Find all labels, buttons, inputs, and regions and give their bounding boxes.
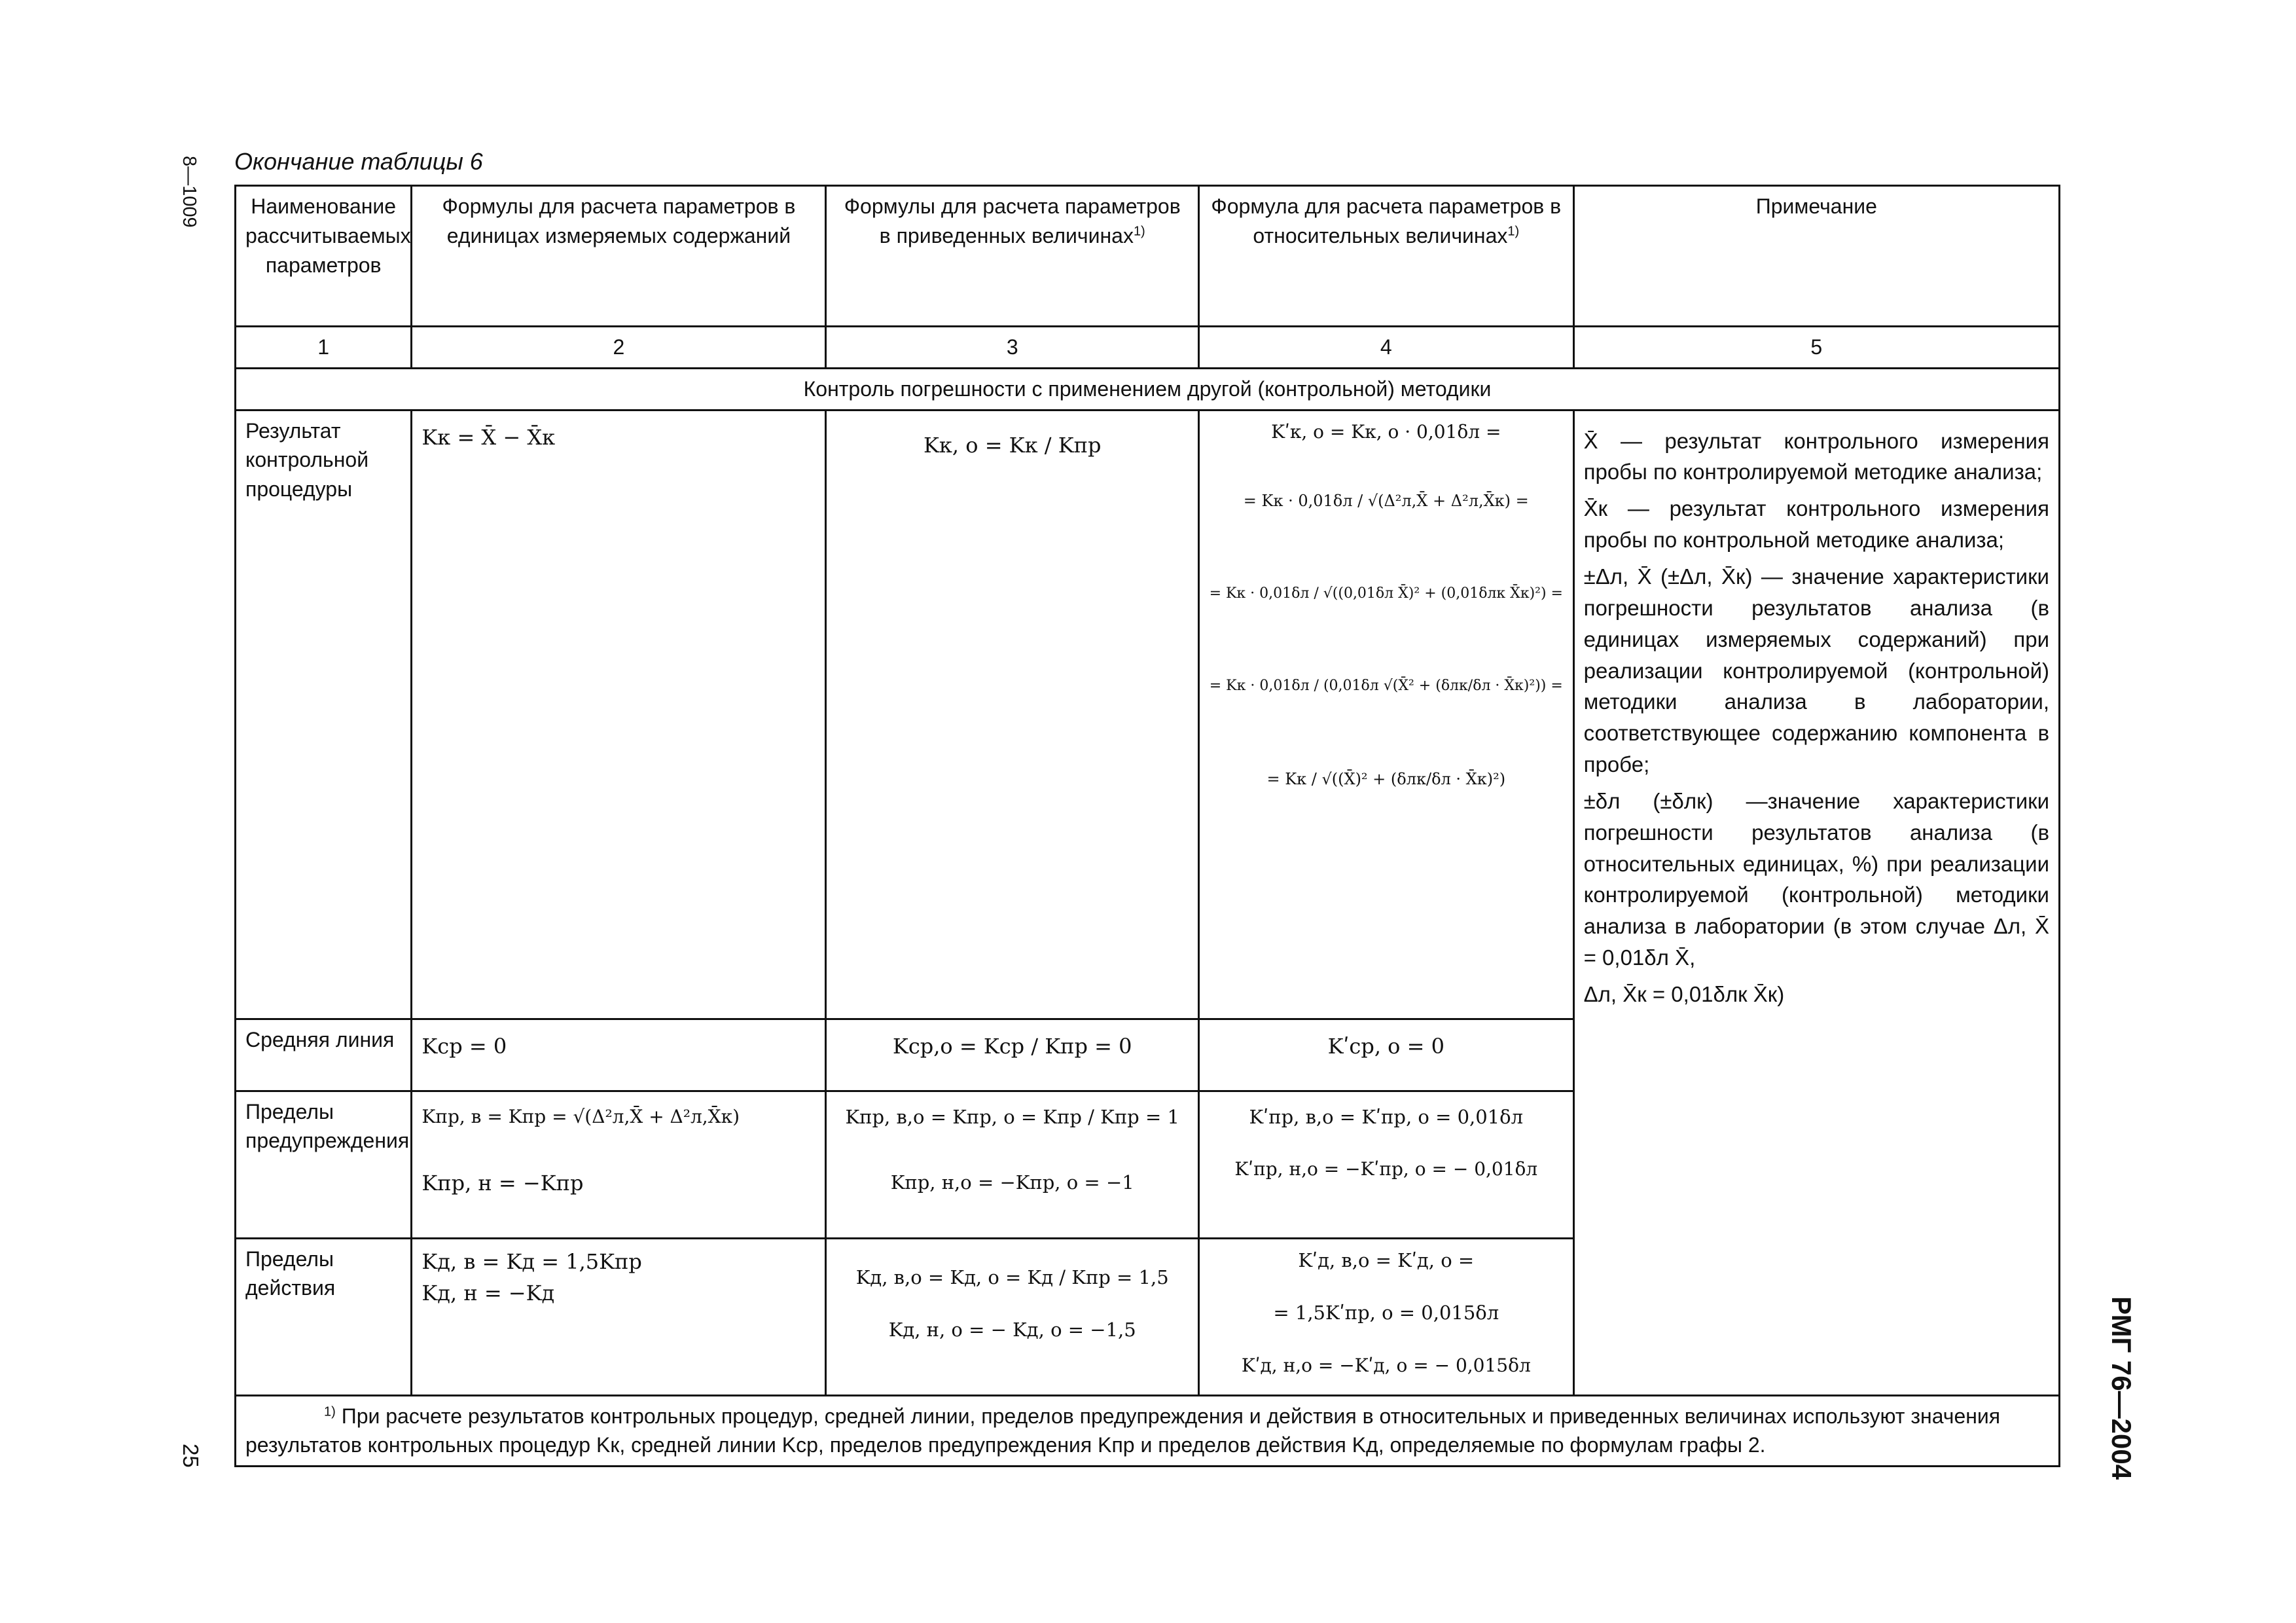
formula: Kʹк, о = Kк, о · 0,01δл = (1271, 420, 1501, 443)
page-number: 25 (179, 1444, 203, 1468)
formula-table (234, 185, 2060, 1467)
note-x-control: X̄к — результат контрольного измерения пробы по контрольной методике анализа; (1583, 496, 2049, 553)
note-delta-formula: Δл, X̄к = 0,01δлк X̄к) (1583, 981, 1785, 1006)
formula: Kд, в,о = Kд, о = Kд / Kпр = 1,5 (855, 1266, 1169, 1288)
column-number: 4 (1198, 327, 1573, 369)
column-number: 1 (236, 327, 412, 369)
table-caption: Окончание таблицы 6 (234, 148, 483, 175)
formula: Kк, о = Kк / Kпр (924, 432, 1102, 458)
footnote-mark: 1) (324, 1404, 336, 1419)
footnote-text: При расчете результатов контрольных процедур, средней линии, пределов предупреждения и действия в относительных и приведенных величинах используют значения результатов контрольных процедур Kк, средней линии Kср, пределов предупреждения Kпр и пределов действия Kд, определяемые по формулам графы 2. (245, 1404, 2001, 1457)
row-name-action-limits: Пределы действия (236, 1238, 412, 1395)
formula: Kср,о = Kср / Kпр = 0 (892, 1033, 1132, 1059)
reduced-formulas (826, 1091, 1198, 1238)
formula: Kд, н = −Kд (422, 1281, 555, 1306)
formula: Kʹд, в,о = Kʹд, о = (1298, 1249, 1475, 1271)
row-name-warning-limits: Пределы предупреждения (236, 1091, 412, 1238)
formula: Kʹпр, н,о = −Kʹпр, о = − 0,01δл (1234, 1158, 1538, 1180)
note-x-mean: X̄ — результат контрольного измерения пробы по контролируемой методике анализа; (1583, 428, 2049, 484)
note-delta-rel: ±δл (±δлк) —значение характеристики погрешности результатов анализа (в относительных единицах, %) при реализации контролируемой (контрольной) методики анализа в лаборатории (в этом случае Δл, X̄ = 0,01δл X̄, (1583, 788, 2049, 970)
standard-designation: РМГ 76—2004 (2106, 1296, 2137, 1480)
relative-formulas (1198, 1091, 1573, 1238)
formula: Kʹд, н,о = −Kʹд, о = − 0,015δл (1241, 1354, 1531, 1376)
formula: Kпр, н,о = −Kпр, о = −1 (890, 1171, 1134, 1194)
formula: Kср = 0 (422, 1033, 507, 1059)
header-notes: Примечание (1573, 186, 2059, 327)
abs-formulas (412, 1238, 826, 1395)
reduced-formulas (826, 1019, 1198, 1091)
formula: = 1,5Kʹпр, о = 0,015δл (1273, 1302, 1499, 1324)
formula: = Kк · 0,01δл / √(Δ²л,X̄ + Δ²л,X̄к) = (1243, 491, 1529, 510)
header-reduced-formulas: Формулы для расчета параметров в приведенных величинах$^{1)}$ (826, 186, 1198, 327)
column-number: 3 (826, 327, 1198, 369)
footnote (236, 1395, 2060, 1467)
formula: = Kк / √((X̄)² + (δлк/δл · X̄к)²) (1266, 769, 1506, 788)
note-delta-abs: ±Δл, X̄ (±Δл, X̄к) — значение характеристики погрешности результатов анализа (в единицах измеряемых содержаний) при реализации контролируемой (контрольной) методики анализа в лаборатории, соответствующее содержанию компонента в пробе; (1583, 564, 2049, 777)
column-number: 5 (1573, 327, 2059, 369)
header-absolute-formulas: Формулы для расчета параметров в единицах измеряемых содержаний (412, 186, 826, 327)
reduced-formulas (826, 410, 1198, 1019)
relative-formulas (1198, 410, 1573, 1019)
formula: Kд, в = Kд = 1,5Kпр (422, 1249, 642, 1274)
formula: Kʹпр, в,о = Kʹпр, о = 0,01δл (1249, 1105, 1524, 1128)
page-code: 8—1009 (179, 156, 200, 228)
formula: Kпр, н = −Kпр (422, 1170, 584, 1195)
relative-formulas (1198, 1238, 1573, 1395)
notes-cell (1573, 410, 2059, 1395)
formula: Kʹср, о = 0 (1327, 1033, 1444, 1059)
formula: = Kк · 0,01δл / (0,01δл √(X̄² + (δлк/δл · X̄к)²)) = (1209, 678, 1563, 695)
reduced-formulas (826, 1238, 1198, 1395)
section-title: Контроль погрешности с применением другой (контрольной) методики (236, 368, 2060, 410)
relative-formulas (1198, 1019, 1573, 1091)
header-parameter-name: Наименование рассчитываемых параметров (236, 186, 412, 327)
formula: Kд, н, о = − Kд, о = −1,5 (888, 1319, 1136, 1341)
header-relative-formulas: Формула для расчета параметров в относительных величинах$^{1)}$ (1198, 186, 1573, 327)
abs-formulas (412, 1091, 826, 1238)
formula: Kпр, в = Kпр = √(Δ²л,X̄ + Δ²л,X̄к) (422, 1105, 740, 1127)
formula: Kпр, в,о = Kпр, о = Kпр / Kпр = 1 (845, 1105, 1179, 1128)
formula: Kк = X̄ − X̄к (422, 424, 556, 450)
abs-formulas (412, 410, 826, 1019)
formula: = Kк · 0,01δл / √((0,01δл X̄)² + (0,01δлк X̄к)²) = (1209, 585, 1563, 602)
row-name-control-result: Результат контрольной процедуры (236, 410, 412, 1019)
abs-formulas (412, 1019, 826, 1091)
column-number: 2 (412, 327, 826, 369)
row-name-centre-line: Средняя линия (236, 1019, 412, 1091)
